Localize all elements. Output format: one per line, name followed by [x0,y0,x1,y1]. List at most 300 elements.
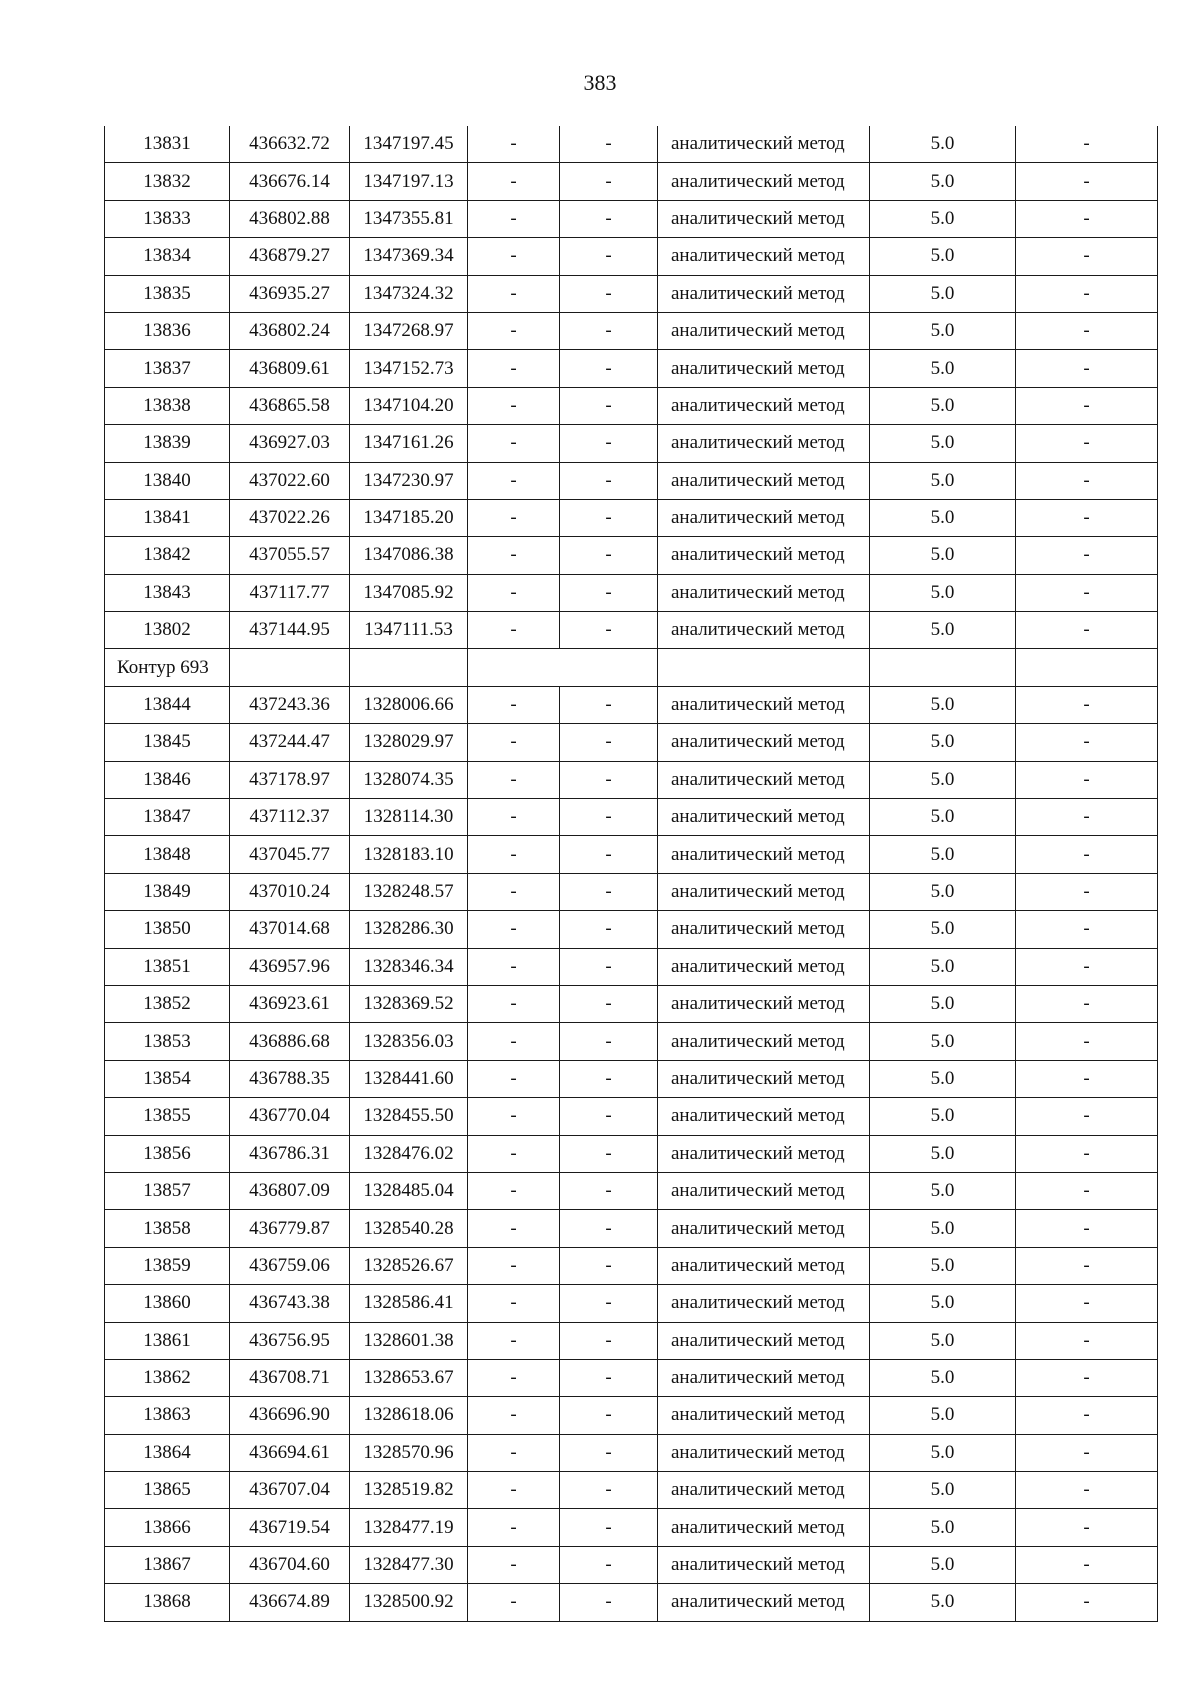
cell-point-number: 13857 [105,1172,230,1209]
cell-method: аналитический метод [658,1023,870,1060]
cell-y-coordinate: 1328477.30 [350,1546,468,1583]
cell-empty-column-4: - [468,799,560,836]
cell-empty-column-8: - [1016,1584,1158,1621]
cell-y-coordinate: 1347185.20 [350,499,468,536]
table-row [105,1584,1158,1621]
table-row [105,686,1158,723]
table-row [105,1098,1158,1135]
cell-y-coordinate: 1347197.45 [350,126,468,163]
cell-method: аналитический метод [658,1546,870,1583]
cell-empty-column-4: - [468,574,560,611]
cell-accuracy: 5.0 [870,126,1016,163]
cell-y-coordinate: 1328526.67 [350,1247,468,1284]
cell-empty-column-8: - [1016,1285,1158,1322]
cell-method: аналитический метод [658,425,870,462]
cell-accuracy: 5.0 [870,163,1016,200]
table-row [105,724,1158,761]
cell-x-coordinate: 436704.60 [230,1546,350,1583]
cell-y-coordinate: 1347369.34 [350,238,468,275]
cell-method: аналитический метод [658,1285,870,1322]
cell-accuracy: 5.0 [870,1359,1016,1396]
cell-point-number: 13838 [105,387,230,424]
cell-accuracy: 5.0 [870,1098,1016,1135]
cell-empty-column-8: - [1016,462,1158,499]
cell-accuracy: 5.0 [870,1397,1016,1434]
coordinates-table [104,126,1158,1622]
table-row [105,238,1158,275]
cell-y-coordinate: 1328601.38 [350,1322,468,1359]
cell-empty-column-5: - [560,574,658,611]
cell-point-number: 13867 [105,1546,230,1583]
cell-empty-column-4: - [468,948,560,985]
cell-empty-column-5: - [560,1397,658,1434]
cell-accuracy: 5.0 [870,836,1016,873]
cell-empty-column-8: - [1016,163,1158,200]
cell-empty-column-4: - [468,1247,560,1284]
cell-method: аналитический метод [658,1135,870,1172]
cell-empty-column-5: - [560,350,658,387]
cell-empty-column-8: - [1016,836,1158,873]
table-row [105,275,1158,312]
cell-empty-column-5: - [560,761,658,798]
cell-method: аналитический метод [658,1247,870,1284]
cell-accuracy: 5.0 [870,1584,1016,1621]
cell-y-coordinate: 1328006.66 [350,686,468,723]
cell-empty-column-4: - [468,911,560,948]
cell-empty-column-4: - [468,163,560,200]
cell-accuracy: 5.0 [870,873,1016,910]
cell-y-coordinate: 1328586.41 [350,1285,468,1322]
cell-empty-column-8: - [1016,238,1158,275]
cell-x-coordinate: 436788.35 [230,1060,350,1097]
cell-empty-column-8: - [1016,1210,1158,1247]
cell-accuracy: 5.0 [870,238,1016,275]
cell-y-coordinate: 1347161.26 [350,425,468,462]
cell-empty-column-4: - [468,200,560,237]
cell-y-coordinate: 1328346.34 [350,948,468,985]
cell-point-number: 13802 [105,612,230,649]
cell-point-number: 13849 [105,873,230,910]
table-row [105,350,1158,387]
cell-y-coordinate: 1347197.13 [350,163,468,200]
cell-point-number: 13854 [105,1060,230,1097]
cell-empty-column-8: - [1016,1023,1158,1060]
cell-point-number: 13847 [105,799,230,836]
cell-method: аналитический метод [658,462,870,499]
cell-method: аналитический метод [658,275,870,312]
table-row [105,1397,1158,1434]
cell-empty-column-5: - [560,724,658,761]
cell-x-coordinate: 437045.77 [230,836,350,873]
cell-x-coordinate: 437010.24 [230,873,350,910]
cell-empty-column-5: - [560,387,658,424]
cell-y-coordinate: 1328476.02 [350,1135,468,1172]
cell-empty-column-4: - [468,1285,560,1322]
cell-method: аналитический метод [658,1359,870,1396]
table-row [105,1210,1158,1247]
cell-x-coordinate: 436674.89 [230,1584,350,1621]
cell-empty-column-4: - [468,1509,560,1546]
cell-x-coordinate: 437144.95 [230,612,350,649]
cell-accuracy: 5.0 [870,911,1016,948]
blank-cell [870,649,1016,686]
cell-empty-column-8: - [1016,275,1158,312]
cell-empty-column-5: - [560,275,658,312]
cell-y-coordinate: 1347086.38 [350,537,468,574]
table-row [105,1172,1158,1209]
table-row [105,499,1158,536]
cell-empty-column-8: - [1016,574,1158,611]
cell-point-number: 13851 [105,948,230,985]
table-row [105,425,1158,462]
cell-empty-column-8: - [1016,1397,1158,1434]
cell-x-coordinate: 436696.90 [230,1397,350,1434]
cell-accuracy: 5.0 [870,724,1016,761]
cell-y-coordinate: 1328074.35 [350,761,468,798]
cell-x-coordinate: 436886.68 [230,1023,350,1060]
cell-accuracy: 5.0 [870,1322,1016,1359]
cell-empty-column-4: - [468,126,560,163]
cell-accuracy: 5.0 [870,200,1016,237]
cell-accuracy: 5.0 [870,275,1016,312]
table-row [105,1247,1158,1284]
cell-method: аналитический метод [658,836,870,873]
cell-accuracy: 5.0 [870,761,1016,798]
cell-empty-column-4: - [468,238,560,275]
cell-point-number: 13835 [105,275,230,312]
cell-y-coordinate: 1347268.97 [350,312,468,349]
cell-accuracy: 5.0 [870,1247,1016,1284]
cell-empty-column-8: - [1016,387,1158,424]
cell-empty-column-8: - [1016,1434,1158,1471]
cell-empty-column-4: - [468,1172,560,1209]
table-row [105,312,1158,349]
cell-accuracy: 5.0 [870,1135,1016,1172]
cell-empty-column-4: - [468,537,560,574]
table-row [105,1060,1158,1097]
cell-empty-column-4: - [468,1472,560,1509]
cell-empty-column-4: - [468,350,560,387]
table-row [105,1285,1158,1322]
cell-y-coordinate: 1328455.50 [350,1098,468,1135]
section-row [105,649,1158,686]
cell-point-number: 13845 [105,724,230,761]
cell-empty-column-4: - [468,724,560,761]
cell-accuracy: 5.0 [870,350,1016,387]
cell-accuracy: 5.0 [870,574,1016,611]
cell-point-number: 13846 [105,761,230,798]
cell-x-coordinate: 436802.88 [230,200,350,237]
cell-y-coordinate: 1328618.06 [350,1397,468,1434]
blank-cell [350,649,468,686]
cell-empty-column-5: - [560,836,658,873]
cell-empty-column-8: - [1016,873,1158,910]
cell-x-coordinate: 436708.71 [230,1359,350,1396]
cell-empty-column-8: - [1016,1472,1158,1509]
cell-point-number: 13840 [105,462,230,499]
cell-empty-column-4: - [468,499,560,536]
cell-empty-column-4: - [468,1322,560,1359]
cell-x-coordinate: 436809.61 [230,350,350,387]
cell-method: аналитический метод [658,163,870,200]
cell-point-number: 13858 [105,1210,230,1247]
cell-empty-column-5: - [560,1359,658,1396]
cell-y-coordinate: 1328519.82 [350,1472,468,1509]
cell-accuracy: 5.0 [870,387,1016,424]
table-body [105,126,1158,1621]
cell-x-coordinate: 436770.04 [230,1098,350,1135]
cell-point-number: 13868 [105,1584,230,1621]
cell-x-coordinate: 437178.97 [230,761,350,798]
cell-y-coordinate: 1328369.52 [350,985,468,1022]
cell-accuracy: 5.0 [870,799,1016,836]
cell-point-number: 13844 [105,686,230,723]
cell-empty-column-8: - [1016,985,1158,1022]
cell-empty-column-8: - [1016,312,1158,349]
cell-accuracy: 5.0 [870,1472,1016,1509]
cell-empty-column-5: - [560,1210,658,1247]
cell-point-number: 13837 [105,350,230,387]
page-number: 383 [583,70,617,95]
table-row [105,985,1158,1022]
cell-empty-column-5: - [560,200,658,237]
table-row [105,1546,1158,1583]
cell-empty-column-8: - [1016,1135,1158,1172]
cell-point-number: 13856 [105,1135,230,1172]
cell-empty-column-8: - [1016,200,1158,237]
cell-point-number: 13852 [105,985,230,1022]
cell-x-coordinate: 436802.24 [230,312,350,349]
cell-method: аналитический метод [658,1584,870,1621]
cell-point-number: 13850 [105,911,230,948]
cell-method: аналитический метод [658,1434,870,1471]
cell-accuracy: 5.0 [870,312,1016,349]
cell-point-number: 13834 [105,238,230,275]
cell-method: аналитический метод [658,350,870,387]
cell-empty-column-5: - [560,238,658,275]
cell-empty-column-4: - [468,462,560,499]
cell-x-coordinate: 437117.77 [230,574,350,611]
cell-method: аналитический метод [658,1210,870,1247]
cell-y-coordinate: 1328477.19 [350,1509,468,1546]
cell-accuracy: 5.0 [870,1060,1016,1097]
cell-empty-column-8: - [1016,799,1158,836]
cell-y-coordinate: 1328570.96 [350,1434,468,1471]
cell-accuracy: 5.0 [870,1210,1016,1247]
cell-x-coordinate: 436676.14 [230,163,350,200]
table-row [105,200,1158,237]
cell-method: аналитический метод [658,499,870,536]
cell-x-coordinate: 437244.47 [230,724,350,761]
cell-method: аналитический метод [658,948,870,985]
cell-empty-column-5: - [560,1322,658,1359]
cell-empty-column-8: - [1016,499,1158,536]
cell-x-coordinate: 436632.72 [230,126,350,163]
cell-point-number: 13833 [105,200,230,237]
cell-empty-column-4: - [468,1098,560,1135]
cell-accuracy: 5.0 [870,1509,1016,1546]
cell-y-coordinate: 1328653.67 [350,1359,468,1396]
cell-empty-column-5: - [560,163,658,200]
cell-method: аналитический метод [658,1060,870,1097]
cell-x-coordinate: 436865.58 [230,387,350,424]
cell-point-number: 13843 [105,574,230,611]
table-row [105,1509,1158,1546]
cell-method: аналитический метод [658,799,870,836]
cell-empty-column-4: - [468,312,560,349]
cell-x-coordinate: 437022.26 [230,499,350,536]
cell-method: аналитический метод [658,911,870,948]
cell-empty-column-8: - [1016,761,1158,798]
cell-y-coordinate: 1347111.53 [350,612,468,649]
cell-point-number: 13836 [105,312,230,349]
cell-accuracy: 5.0 [870,1172,1016,1209]
table-row [105,574,1158,611]
cell-empty-column-8: - [1016,911,1158,948]
cell-y-coordinate: 1347152.73 [350,350,468,387]
cell-y-coordinate: 1328441.60 [350,1060,468,1097]
cell-empty-column-4: - [468,1023,560,1060]
cell-empty-column-5: - [560,425,658,462]
cell-method: аналитический метод [658,1472,870,1509]
cell-empty-column-5: - [560,686,658,723]
table-row [105,1472,1158,1509]
cell-x-coordinate: 436779.87 [230,1210,350,1247]
cell-y-coordinate: 1328248.57 [350,873,468,910]
table-row [105,911,1158,948]
cell-x-coordinate: 436923.61 [230,985,350,1022]
table-row [105,126,1158,163]
table-row [105,163,1158,200]
cell-empty-column-5: - [560,126,658,163]
cell-method: аналитический метод [658,387,870,424]
cell-method: аналитический метод [658,1098,870,1135]
cell-x-coordinate: 436756.95 [230,1322,350,1359]
cell-method: аналитический метод [658,200,870,237]
cell-point-number: 13848 [105,836,230,873]
cell-empty-column-8: - [1016,1322,1158,1359]
cell-empty-column-5: - [560,1060,658,1097]
cell-y-coordinate: 1347230.97 [350,462,468,499]
cell-empty-column-5: - [560,1172,658,1209]
cell-method: аналитический метод [658,1509,870,1546]
cell-empty-column-5: - [560,985,658,1022]
cell-accuracy: 5.0 [870,686,1016,723]
cell-empty-column-8: - [1016,1509,1158,1546]
cell-y-coordinate: 1328114.30 [350,799,468,836]
cell-point-number: 13839 [105,425,230,462]
cell-x-coordinate: 436719.54 [230,1509,350,1546]
cell-method: аналитический метод [658,724,870,761]
cell-empty-column-5: - [560,873,658,910]
cell-empty-column-8: - [1016,1172,1158,1209]
cell-method: аналитический метод [658,574,870,611]
blank-cell [230,649,350,686]
cell-empty-column-4: - [468,1210,560,1247]
cell-empty-column-4: - [468,761,560,798]
table-row [105,761,1158,798]
cell-empty-column-4: - [468,1397,560,1434]
cell-empty-column-8: - [1016,1359,1158,1396]
blank-cell-merged [468,649,658,686]
cell-method: аналитический метод [658,537,870,574]
cell-accuracy: 5.0 [870,499,1016,536]
cell-empty-column-5: - [560,1135,658,1172]
cell-method: аналитический метод [658,238,870,275]
cell-accuracy: 5.0 [870,1546,1016,1583]
cell-accuracy: 5.0 [870,425,1016,462]
table-row [105,1434,1158,1471]
cell-point-number: 13865 [105,1472,230,1509]
cell-x-coordinate: 436807.09 [230,1172,350,1209]
cell-empty-column-8: - [1016,1060,1158,1097]
table-row [105,462,1158,499]
cell-empty-column-8: - [1016,948,1158,985]
cell-x-coordinate: 437112.37 [230,799,350,836]
cell-empty-column-5: - [560,1285,658,1322]
cell-y-coordinate: 1347355.81 [350,200,468,237]
cell-empty-column-5: - [560,1546,658,1583]
blank-cell [658,649,870,686]
cell-empty-column-4: - [468,1359,560,1396]
cell-method: аналитический метод [658,761,870,798]
cell-empty-column-4: - [468,1135,560,1172]
cell-method: аналитический метод [658,686,870,723]
cell-y-coordinate: 1328356.03 [350,1023,468,1060]
cell-y-coordinate: 1328485.04 [350,1172,468,1209]
cell-y-coordinate: 1328540.28 [350,1210,468,1247]
cell-accuracy: 5.0 [870,537,1016,574]
cell-point-number: 13855 [105,1098,230,1135]
cell-method: аналитический метод [658,873,870,910]
cell-point-number: 13866 [105,1509,230,1546]
cell-empty-column-4: - [468,275,560,312]
cell-empty-column-5: - [560,1434,658,1471]
cell-x-coordinate: 437022.60 [230,462,350,499]
cell-empty-column-5: - [560,1509,658,1546]
cell-y-coordinate: 1347324.32 [350,275,468,312]
table-row [105,612,1158,649]
cell-empty-column-5: - [560,537,658,574]
cell-empty-column-4: - [468,1060,560,1097]
cell-empty-column-5: - [560,911,658,948]
cell-empty-column-5: - [560,612,658,649]
cell-empty-column-4: - [468,873,560,910]
section-label: Контур 693 [105,649,230,686]
cell-point-number: 13859 [105,1247,230,1284]
cell-empty-column-5: - [560,1472,658,1509]
cell-accuracy: 5.0 [870,462,1016,499]
cell-empty-column-4: - [468,1546,560,1583]
cell-y-coordinate: 1328286.30 [350,911,468,948]
table-row [105,873,1158,910]
cell-point-number: 13863 [105,1397,230,1434]
cell-empty-column-5: - [560,1584,658,1621]
cell-accuracy: 5.0 [870,1023,1016,1060]
cell-method: аналитический метод [658,1397,870,1434]
cell-point-number: 13842 [105,537,230,574]
cell-empty-column-8: - [1016,612,1158,649]
cell-empty-column-4: - [468,686,560,723]
cell-empty-column-5: - [560,462,658,499]
cell-empty-column-5: - [560,948,658,985]
cell-point-number: 13864 [105,1434,230,1471]
cell-x-coordinate: 436927.03 [230,425,350,462]
cell-method: аналитический метод [658,612,870,649]
cell-empty-column-8: - [1016,1546,1158,1583]
cell-empty-column-8: - [1016,537,1158,574]
cell-point-number: 13831 [105,126,230,163]
